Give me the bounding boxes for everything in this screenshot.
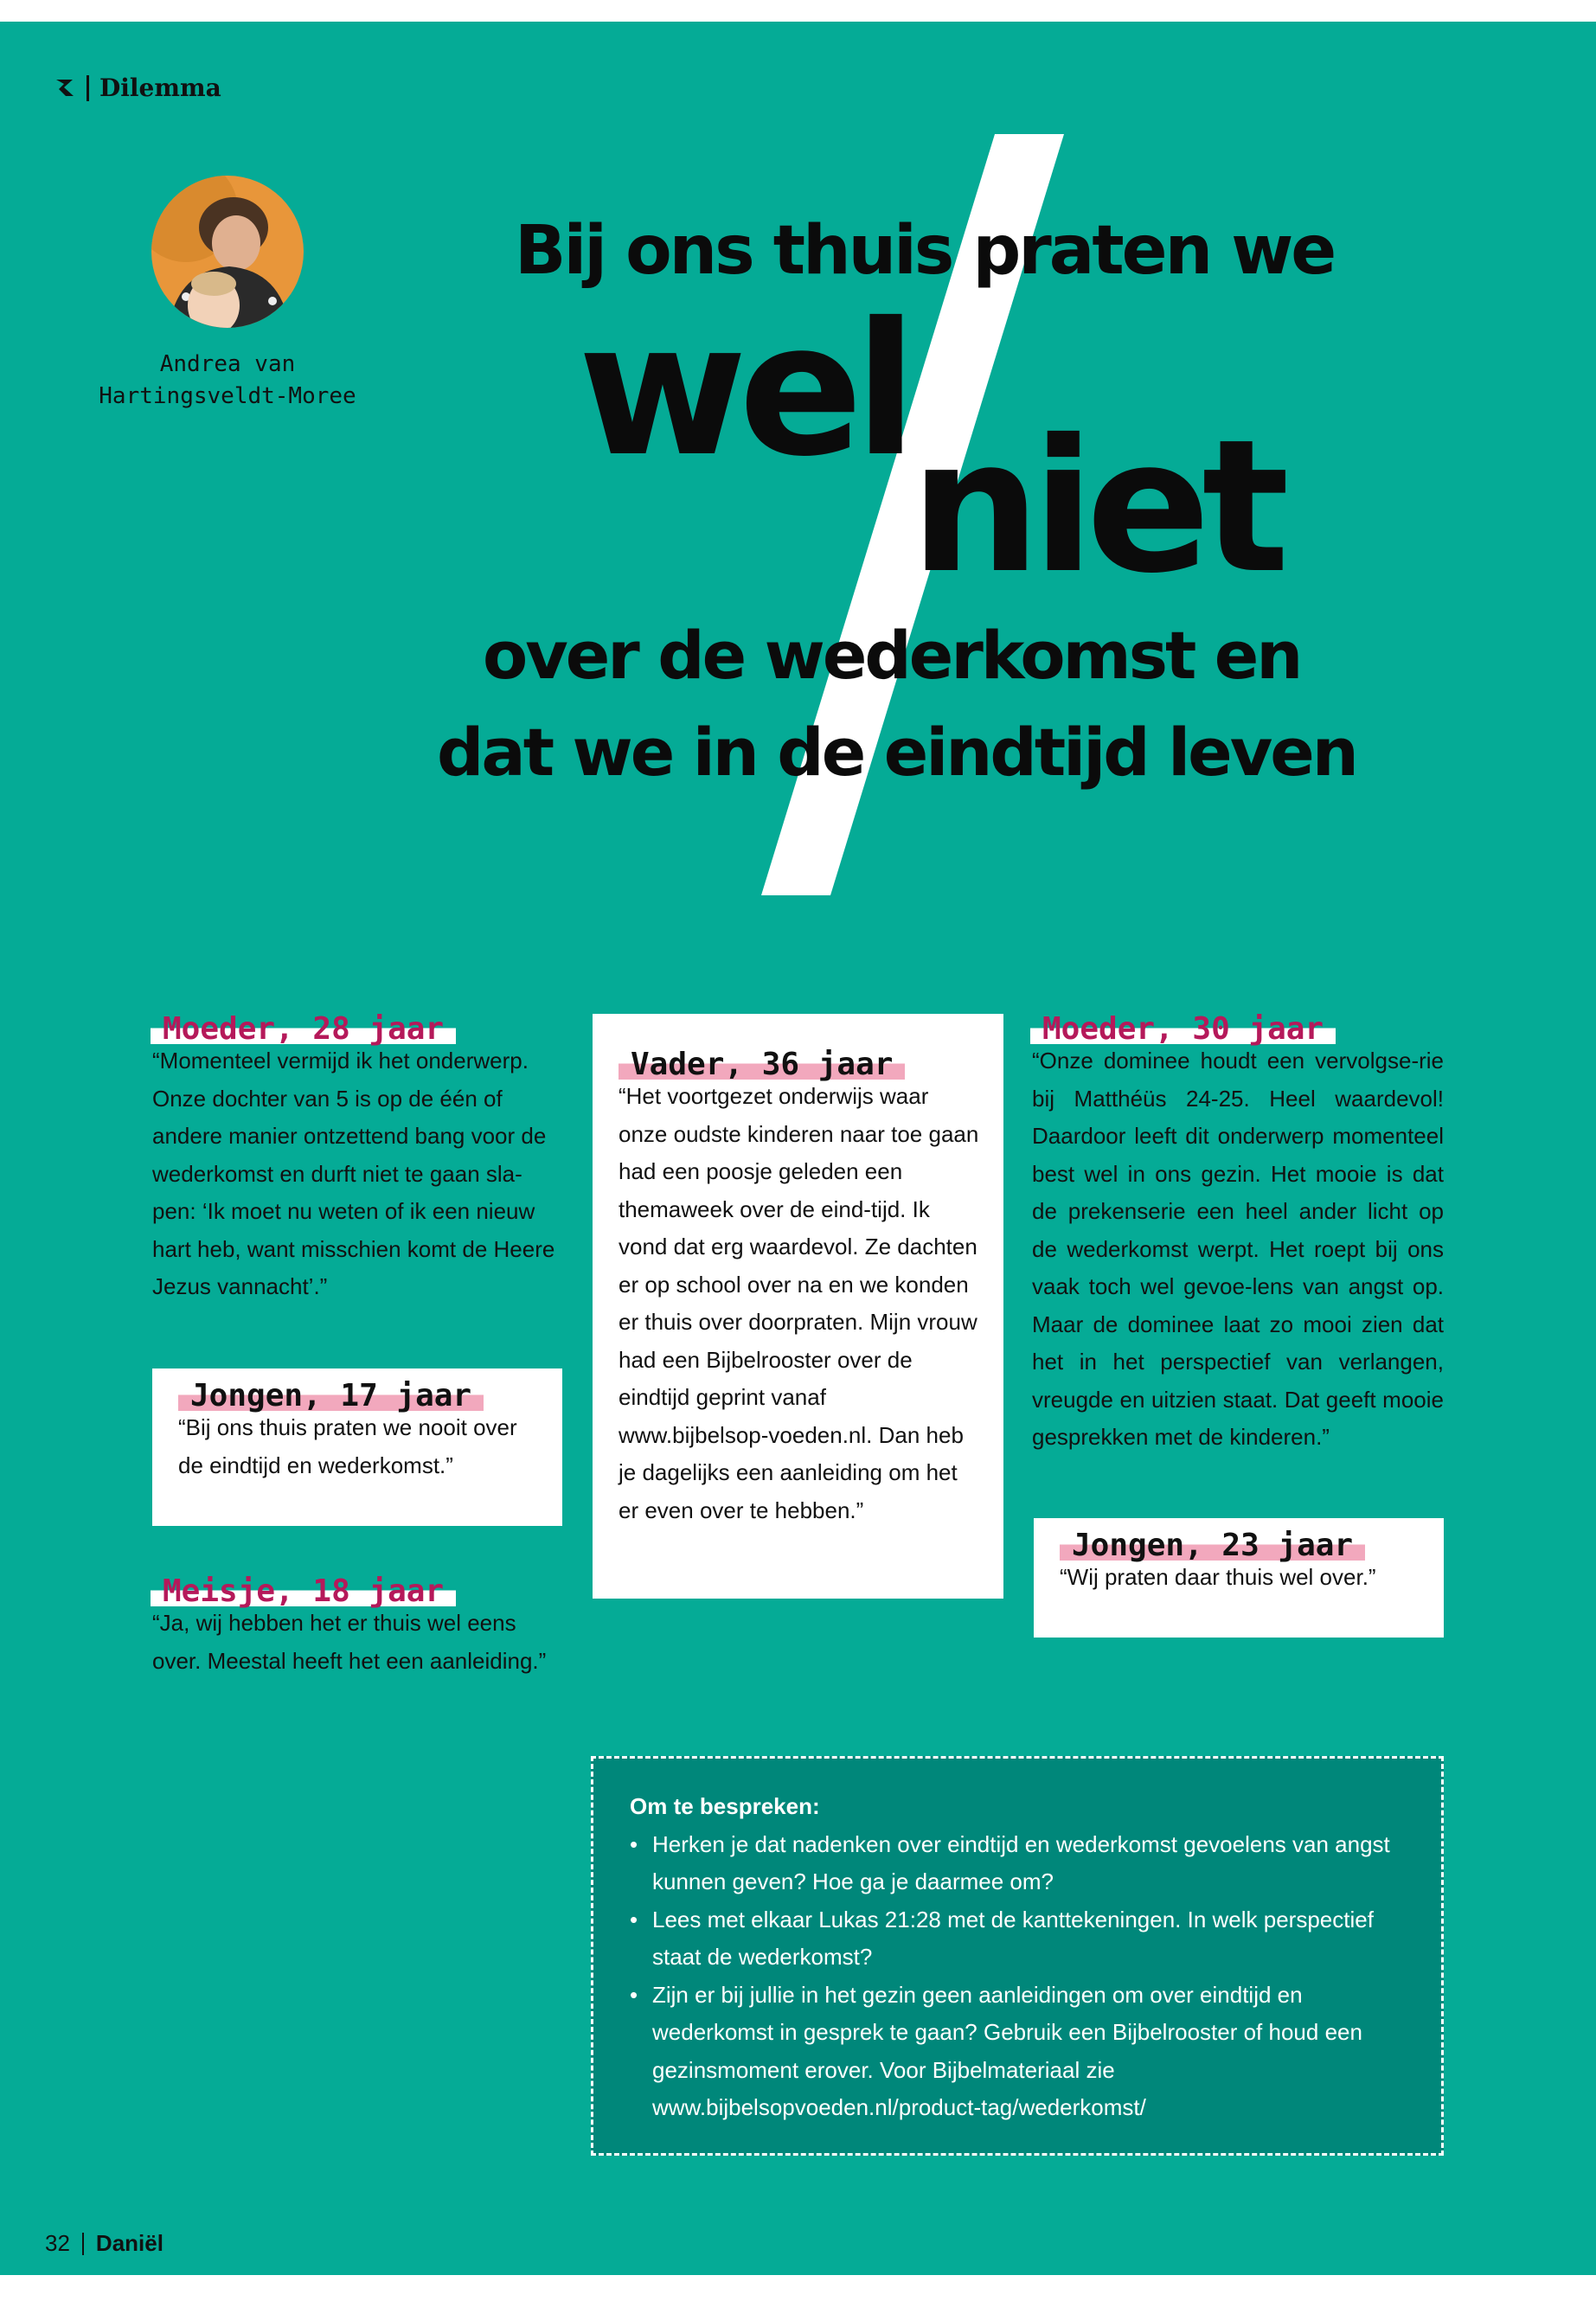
magazine-page <box>0 22 1596 2275</box>
quote-text: “Wij praten daar thuis wel over.” <box>1060 1564 1376 1590</box>
quote-label: Moeder, 30 jaar <box>1030 1015 1336 1044</box>
discussion-heading: Om te bespreken: <box>630 1793 820 1819</box>
quote-text: “Bij ons thuis praten we nooit over de eindtijd en wederkomst.” <box>178 1414 517 1478</box>
quote-meisje-18 <box>152 1574 567 1680</box>
title-line-4: dat we in de eindtijd leven <box>437 714 1356 791</box>
title-wel: wel <box>578 283 909 497</box>
title-line-1: Bij ons thuis praten we <box>515 212 1335 290</box>
quote-text: “Momenteel vermijd ik het onderwerp. Onze dochter van 5 is op de één of andere manier ontzettend bang voor de wederkomst en durft niet te gaan sla-pen: ‘Ik moet nu weten of ik een nieuw hart heb, want misschien komt de Heere Jezus vannacht’.” <box>152 1048 555 1299</box>
quote-card-jongen-23 <box>1034 1518 1444 1638</box>
title-line-3: over de wederkomst en <box>483 617 1301 694</box>
magazine-name: Daniël <box>95 2230 163 2256</box>
quote-text: “Het voortgezet onderwijs waar onze oudste kinderen naar toe gaan had een poosje geleden een themaweek over de eind-tijd. Ik vond dat erg waardevol. Ze dachten er op school over na en we konden er thuis over doorpraten. Mijn vrouw had een Bijbelrooster over de eindtijd geprint vanaf www.bijbelsop-voeden.nl. Dan heb je dagelijks een aanleiding om het er even over te hebben.” <box>619 1083 979 1523</box>
quote-label: Moeder, 28 jaar <box>151 1015 456 1044</box>
quote-label: Meisje, 18 jaar <box>151 1577 456 1606</box>
discussion-item: • Lees met elkaar Lukas 21:28 met de kanttekeningen. In welk perspectief staat de wederkomst? <box>652 1901 1405 1977</box>
quote-card-vader-36 <box>593 1014 1003 1599</box>
discussion-box <box>591 1756 1444 2156</box>
quote-label: Jongen, 17 jaar <box>178 1381 484 1411</box>
discussion-item: • Zijn er bij jullie in het gezin geen aanleidingen om over eindtijd en wederkomst in gesprek te gaan? Gebruik een Bijbelrooster of houd een gezinsmoment erover. Voor Bijbelmateriaal zie www.bijbelsopvoeden.nl/product-tag/wederkomst/ <box>652 1977 1405 2127</box>
quote-label: Jongen, 23 jaar <box>1060 1531 1365 1561</box>
quote-label: Vader, 36 jaar <box>619 1050 905 1080</box>
quote-moeder-30 <box>1032 1011 1444 1457</box>
discussion-list <box>630 1826 1405 2127</box>
section-tag <box>54 74 221 102</box>
lightning-icon <box>54 77 76 99</box>
page-number: 32 <box>45 2230 70 2256</box>
section-label: Dilemma <box>99 74 221 102</box>
divider <box>87 75 89 101</box>
quote-card-jongen-17 <box>152 1368 562 1526</box>
divider <box>82 2233 84 2255</box>
title-niet: niet <box>910 400 1281 613</box>
quote-text: “Ja, wij hebben het er thuis wel eens over. Meestal heeft het een aanleiding.” <box>152 1610 547 1674</box>
author-name: Andrea van Hartingsveldt-Moree <box>99 351 356 409</box>
discussion-item: • Herken je dat nadenken over eindtijd en wederkomst gevoelens van angst kunnen geven? Hoe ga je daarmee om? <box>652 1826 1405 1901</box>
page-footer <box>45 2230 163 2257</box>
quote-text: “Onze dominee houdt een vervolgse-rie bij Matthéüs 24-25. Heel waardevol! Daardoor leeft dit onderwerp momenteel best wel in ons gezin. Het mooie is dat de prekenserie een heel ander licht op de wederkomst werpt. Het roept bij ons vaak toch wel gevoe-lens van angst op. Maar de dominee laat zo mooi zien dat het in het perspectief van verlangen, vreugde en uitzien staat. Dat geeft mooie gesprekken met de kinderen.” <box>1032 1048 1444 1450</box>
quote-moeder-28 <box>152 1011 564 1306</box>
